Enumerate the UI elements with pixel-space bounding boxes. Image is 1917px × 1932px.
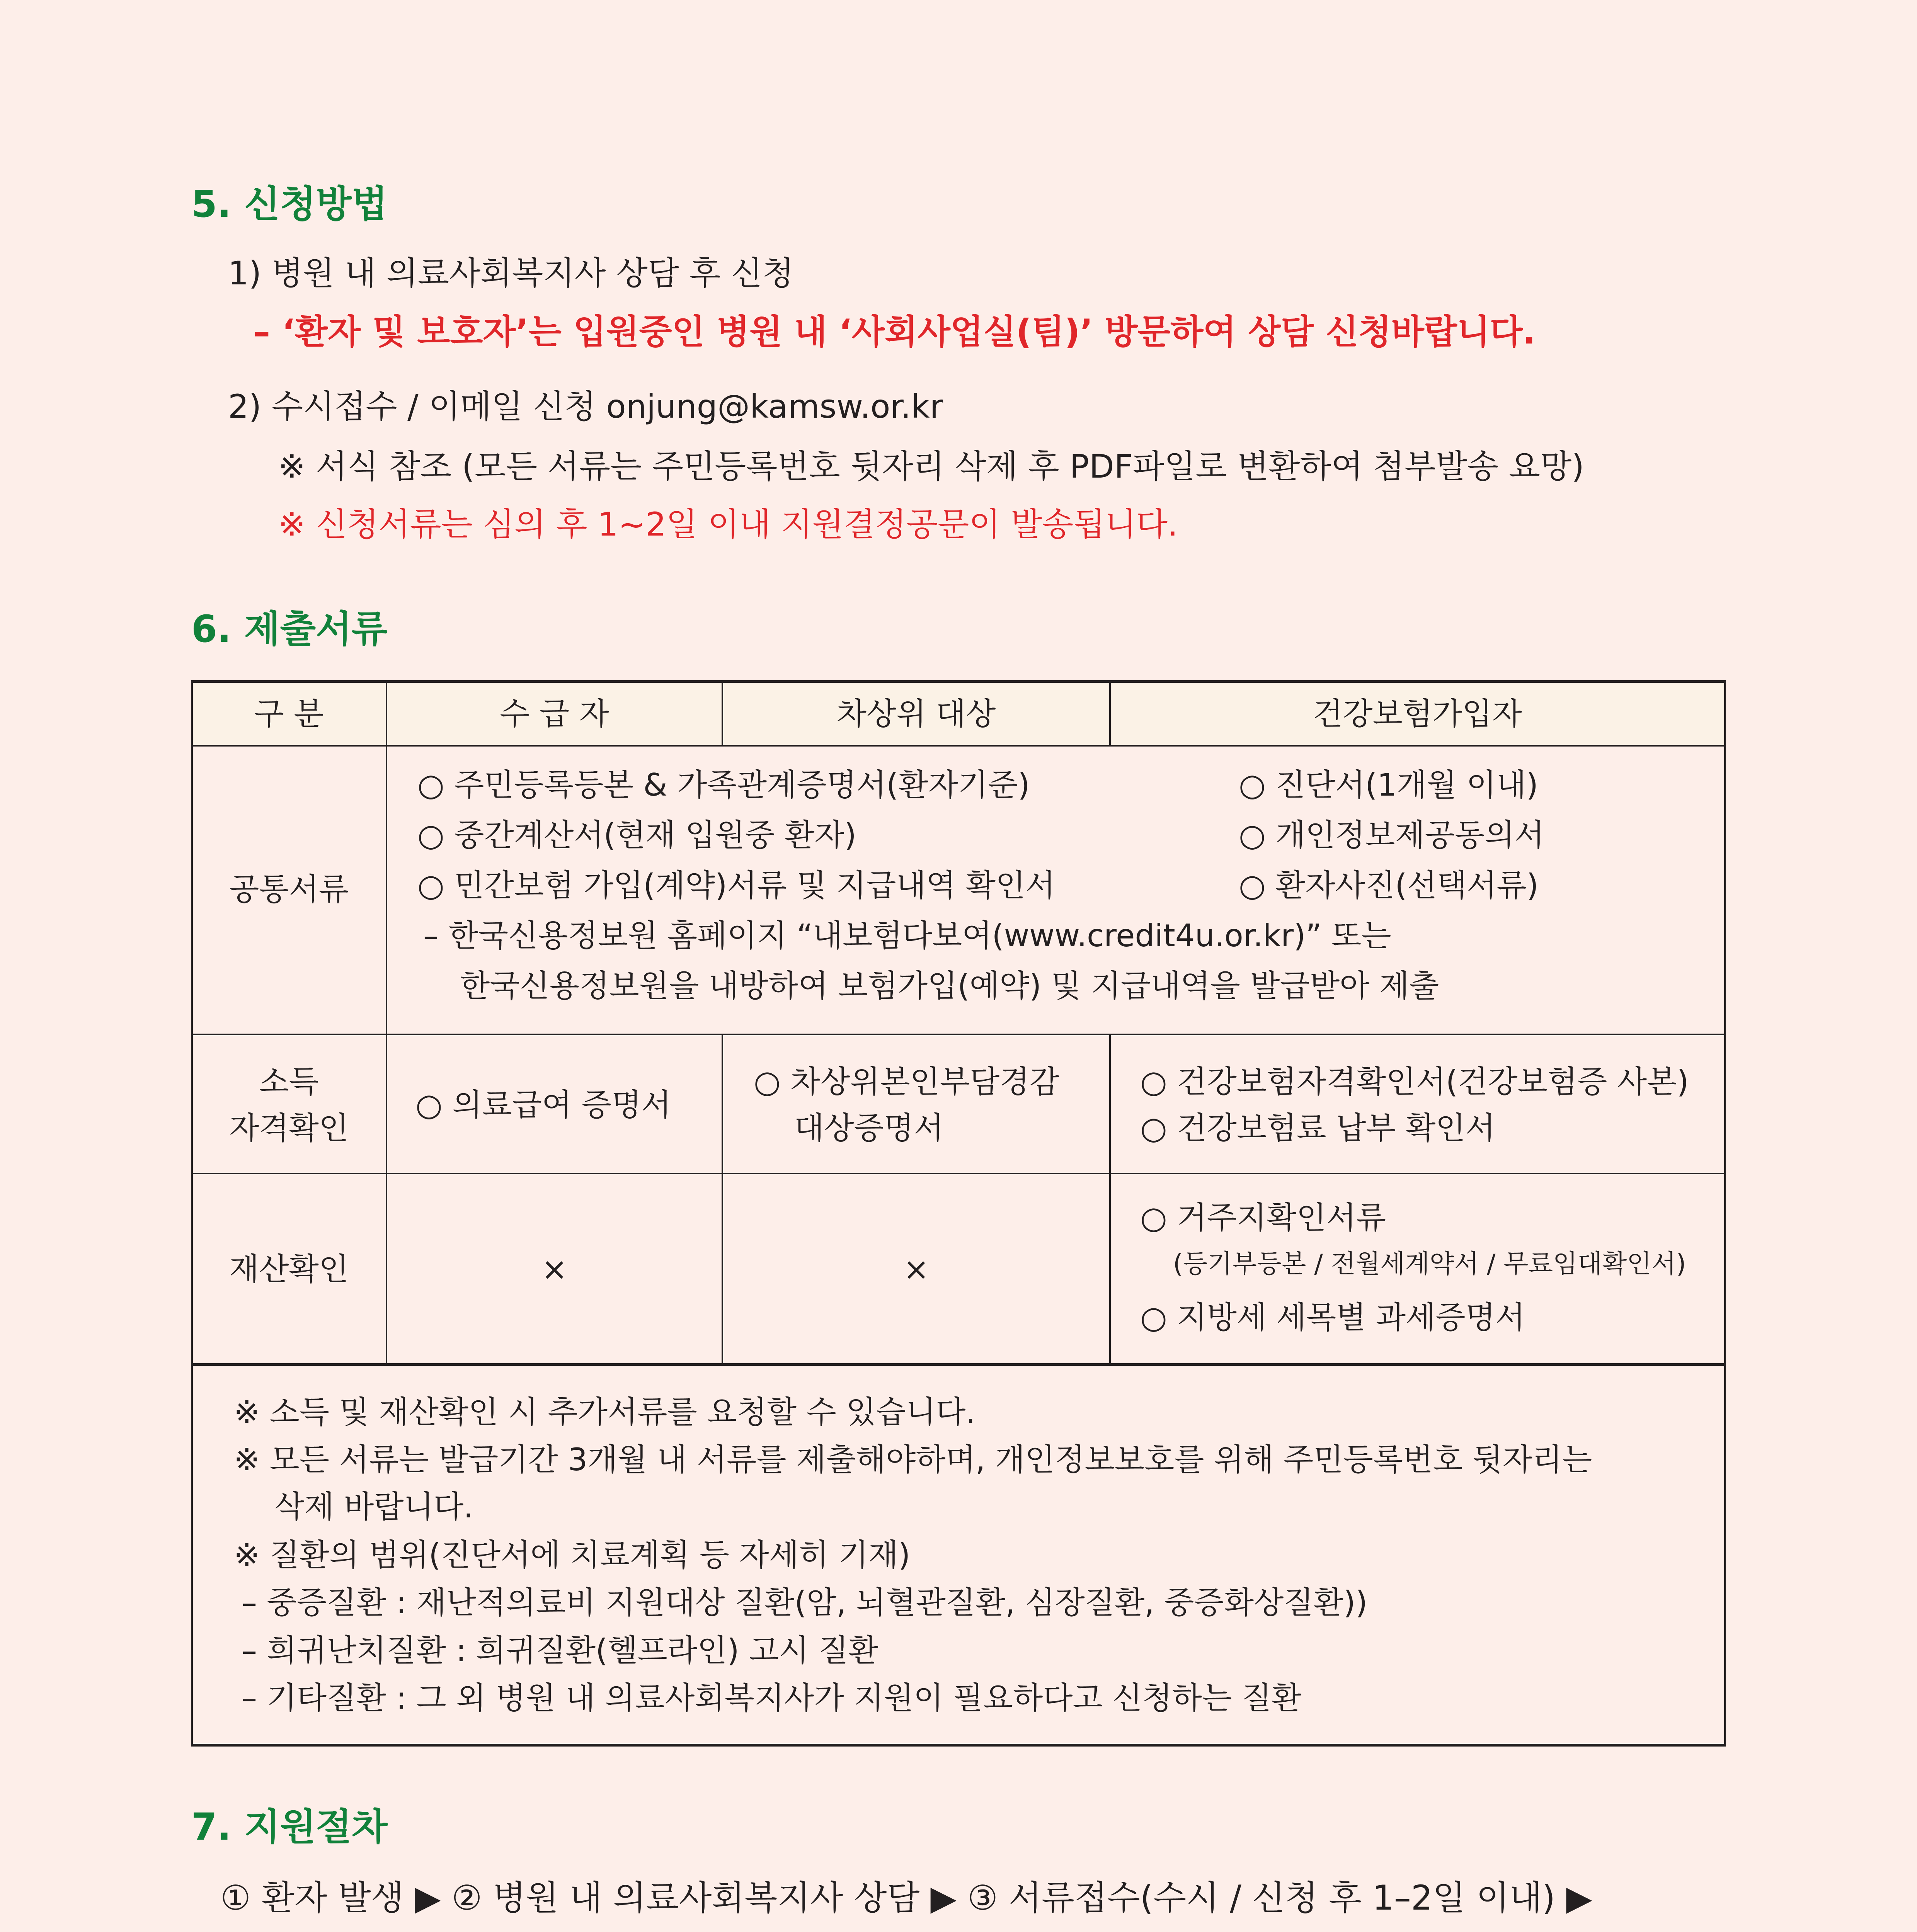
income-insured-doc-1: ○ 건강보험자격확인서(건강보험증 사본) <box>1140 1064 1689 1100</box>
income-recipient-doc: ○ 의료급여 증명서 <box>415 1087 671 1123</box>
table-note-5: – 중증질환 : 재난적의료비 지원대상 질환(암, 뇌혈관질환, 심장질환, 중증화상질환)) <box>242 1585 1368 1621</box>
row-property-label: 재산확인 <box>229 1251 349 1287</box>
row-income-label-2: 자격확인 <box>229 1110 349 1146</box>
common-doc-5: ○ 개인정보제공동의서 <box>1239 817 1544 853</box>
common-sub-2: 한국신용정보원을 내방하여 보험가입(예약) 및 지급내역을 발급받아 제출 <box>460 968 1439 1004</box>
section7-step-line-1: ① 환자 발생 ▶ ② 병원 내 의료사회복지사 상담 ▶ ③ 서류접수(수시 / 신청 후 1–2일 이내) ▶ <box>220 1878 1592 1918</box>
documents-table <box>191 680 1726 1747</box>
section6-title: 6. 제출서류 <box>191 607 388 651</box>
property-insured-doc-1: ○ 거주지확인서류 <box>1140 1200 1386 1236</box>
property-recipient-none: × <box>541 1251 568 1287</box>
income-insured-doc-2: ○ 건강보험료 납부 확인서 <box>1140 1110 1495 1146</box>
common-doc-4: ○ 진단서(1개월 이내) <box>1239 767 1538 803</box>
table-note-3: 삭제 바랍니다. <box>274 1489 473 1525</box>
row-income-label-1: 소득 <box>259 1064 319 1100</box>
section7-title: 7. 지원절차 <box>191 1805 388 1849</box>
table-note-7: – 기타질환 : 그 외 병원 내 의료사회복지사가 지원이 필요하다고 신청하는 질환 <box>242 1680 1302 1716</box>
income-near-poverty-doc-1: ○ 차상위본인부담경감 <box>754 1064 1059 1100</box>
table-note-1: ※ 소득 및 재산확인 시 추가서류를 요청할 수 있습니다. <box>234 1394 976 1430</box>
table-header-category: 구 분 <box>254 696 324 732</box>
table-header-recipient: 수 급 자 <box>500 696 609 732</box>
section5-title: 5. 신청방법 <box>191 182 388 226</box>
property-insured-doc-1-detail: (등기부등본 / 전월세계약서 / 무료임대확인서) <box>1173 1249 1686 1279</box>
common-doc-6: ○ 환자사진(선택서류) <box>1239 867 1539 903</box>
common-sub-1: – 한국신용정보원 홈페이지 “내보험다보여(www.credit4u.or.kr)” 또는 <box>423 918 1391 954</box>
table-note-6: – 희귀난치질환 : 희귀질환(헬프라인) 고시 질환 <box>242 1633 878 1668</box>
table-note-2: ※ 모든 서류는 발급기간 3개월 내 서류를 제출해야하며, 개인정보보호를 위해 주민등록번호 뒷자리는 <box>234 1442 1592 1478</box>
table-header-insured: 건강보험가입자 <box>1313 696 1522 732</box>
property-near-poverty-none: × <box>903 1251 930 1287</box>
common-doc-3: ○ 민간보험 가입(계약)서류 및 지급내역 확인서 <box>417 867 1056 903</box>
common-doc-2: ○ 중간계산서(현재 입원중 환자) <box>417 817 856 853</box>
section5-item2-note2: ※ 신청서류는 심의 후 1~2일 이내 지원결정공문이 발송됩니다. <box>278 505 1178 543</box>
section5-item2: 2) 수시접수 / 이메일 신청 onjung@kamsw.or.kr <box>228 388 943 425</box>
table-header-near-poverty: 차상위 대상 <box>836 696 996 732</box>
income-near-poverty-doc-2: 대상증명서 <box>794 1110 944 1146</box>
section5-item1: 1) 병원 내 의료사회복지사 상담 후 신청 <box>228 254 794 292</box>
section5-item2-note1: ※ 서식 참조 (모든 서류는 주민등록번호 뒷자리 삭제 후 PDF파일로 변환하여 첨부발송 요망) <box>278 447 1584 485</box>
section5-item1-note: – ‘환자 및 보호자’는 입원중인 병원 내 ‘사회사업실(팀)’ 방문하여 상담 신청바랍니다. <box>253 312 1536 352</box>
property-insured-doc-2: ○ 지방세 세목별 과세증명서 <box>1140 1299 1525 1335</box>
row-common-label: 공통서류 <box>229 871 349 907</box>
common-doc-1: ○ 주민등록등본 & 가족관계증명서(환자기준) <box>417 767 1030 803</box>
table-note-4: ※ 질환의 범위(진단서에 치료계획 등 자세히 기재) <box>234 1537 911 1573</box>
